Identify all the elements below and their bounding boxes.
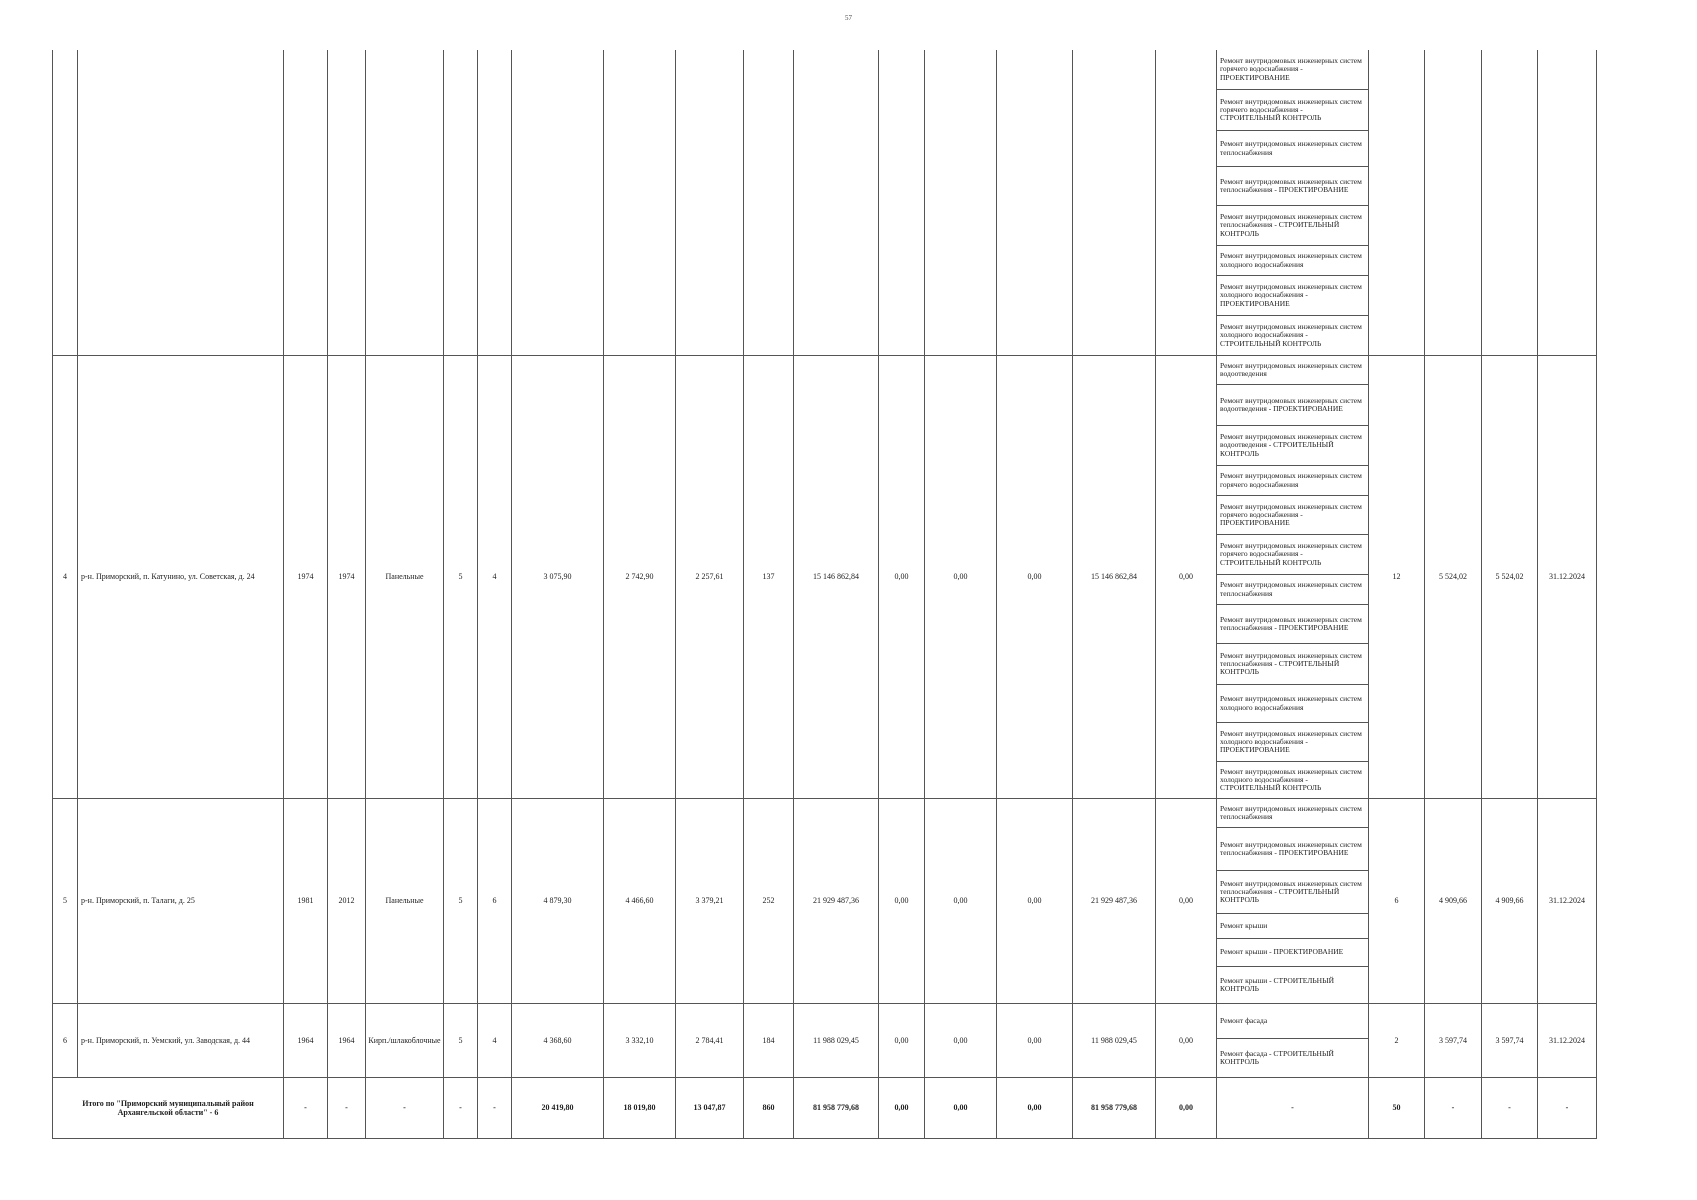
work-item: Ремонт фасада - СТРОИТЕЛЬНЫЙ КОНТРОЛЬ bbox=[1220, 1048, 1334, 1066]
cell-residents: 184 bbox=[744, 1004, 794, 1078]
row-number: 5 bbox=[53, 799, 78, 1004]
cell-cost-fund: 0,00 bbox=[879, 799, 925, 1004]
cell-area-living: 3 332,10 bbox=[604, 1004, 676, 1078]
cell-cost-owners: 21 929 487,36 bbox=[1073, 799, 1156, 1004]
cell-year-overhaul: 1974 bbox=[328, 356, 366, 799]
cell-cost-owners: 11 988 029,45 bbox=[1073, 1004, 1156, 1078]
unit-cost-limit: 5 524,02 bbox=[1482, 356, 1538, 799]
work-item: Ремонт внутридомовых инженерных систем горячего водоснабжения - СТРОИТЕЛЬНЫЙ КОНТРОЛЬ bbox=[1217, 535, 1368, 575]
work-item: Ремонт внутридомовых инженерных систем теплоснабжения - ПРОЕКТИРОВАНИЕ bbox=[1217, 605, 1368, 644]
cell-cost-total: 15 146 862,84 bbox=[794, 356, 879, 799]
cell-entrances: 4 bbox=[478, 356, 512, 799]
cell-entrances: 4 bbox=[478, 1004, 512, 1078]
unit-cost: 5 524,02 bbox=[1425, 356, 1482, 799]
cell-cost-total: 21 929 487,36 bbox=[794, 799, 879, 1004]
cell-area-res: 3 379,21 bbox=[676, 799, 744, 1004]
cell-area-res: 2 784,41 bbox=[676, 1004, 744, 1078]
works-list bbox=[1217, 1004, 1369, 1078]
cell-area-res: 2 257,61 bbox=[676, 356, 744, 799]
work-item: Ремонт внутридомовых инженерных систем теплоснабжения bbox=[1217, 131, 1368, 167]
cell-area-total: 3 075,90 bbox=[512, 356, 604, 799]
work-item: Ремонт внутридомовых инженерных систем водоотведения - ПРОЕКТИРОВАНИЕ bbox=[1217, 385, 1368, 426]
cell-wall: Панельные bbox=[366, 799, 444, 1004]
works-list bbox=[1217, 50, 1369, 356]
dash-cell: - bbox=[444, 1078, 478, 1139]
work-item: Ремонт внутридомовых инженерных систем теплоснабжения - СТРОИТЕЛЬНЫЙ КОНТРОЛЬ bbox=[1217, 644, 1368, 685]
row-number: 6 bbox=[53, 1004, 78, 1078]
cell-cost-total: 11 988 029,45 bbox=[794, 1004, 879, 1078]
cell-year-overhaul: 2012 bbox=[328, 799, 366, 1004]
dash-cell: - bbox=[328, 1078, 366, 1139]
cell-cost-local: 0,00 bbox=[997, 1004, 1073, 1078]
row-number: 4 bbox=[53, 356, 78, 799]
work-item: Ремонт внутридомовых инженерных систем теплоснабжения - ПРОЕКТИРОВАНИЕ bbox=[1217, 167, 1368, 206]
cell-residents: 252 bbox=[744, 799, 794, 1004]
house-row bbox=[53, 799, 1597, 1004]
cell-cost-other: 0,00 bbox=[1156, 799, 1217, 1004]
dash-cell: - bbox=[1217, 1078, 1369, 1139]
cell-residents: 137 bbox=[744, 356, 794, 799]
dash-cell: - bbox=[478, 1078, 512, 1139]
cell-entrances: 6 bbox=[478, 799, 512, 1004]
work-item: Ремонт внутридомовых инженерных систем холодного водоснабжения bbox=[1217, 685, 1368, 723]
work-item: Ремонт внутридомовых инженерных систем холодного водоснабжения - СТРОИТЕЛЬНЫЙ КОНТРОЛЬ bbox=[1220, 322, 1362, 348]
work-item: Ремонт внутридомовых инженерных систем холодного водоснабжения - ПРОЕКТИРОВАНИЕ bbox=[1217, 276, 1368, 316]
cell-cost-region: 0,00 bbox=[925, 799, 997, 1004]
house-address: р-н. Приморский, п. Талаги, д. 25 bbox=[78, 799, 284, 1004]
work-item: Ремонт внутридомовых инженерных систем водоотведения - СТРОИТЕЛЬНЫЙ КОНТРОЛЬ bbox=[1217, 426, 1368, 466]
work-item: Ремонт внутридомовых инженерных систем теплоснабжения bbox=[1217, 799, 1368, 828]
cell-floors: 5 bbox=[444, 356, 478, 799]
unit-cost: 3 597,74 bbox=[1425, 1004, 1482, 1078]
total-cost-local: 0,00 bbox=[997, 1078, 1073, 1139]
total-area-living: 18 019,80 bbox=[604, 1078, 676, 1139]
total-cost-owners: 81 958 779,68 bbox=[1073, 1078, 1156, 1139]
work-item: Ремонт крыши - ПРОЕКТИРОВАНИЕ bbox=[1217, 939, 1368, 967]
cell-cost-fund: 0,00 bbox=[879, 1004, 925, 1078]
work-item: Ремонт внутридомовых инженерных систем холодного водоснабжения - СТРОИТЕЛЬНЫЙ КОНТРОЛЬ bbox=[1220, 766, 1362, 793]
capital-repair-table bbox=[52, 50, 1597, 1139]
page-number: 57 bbox=[845, 14, 852, 22]
house-address: р-н. Приморский, п. Катунино, ул. Советская, д. 24 bbox=[78, 356, 284, 799]
cell-year-built: 1974 bbox=[284, 356, 328, 799]
work-item: Ремонт крыши bbox=[1217, 914, 1368, 939]
total-works-count: 50 bbox=[1369, 1078, 1425, 1139]
total-row bbox=[53, 1078, 1597, 1139]
deadline: 31.12.2024 bbox=[1538, 1004, 1597, 1078]
total-label: Итого по "Приморский муниципальный район Архангельской области" - 6 bbox=[53, 1078, 284, 1139]
house-row bbox=[53, 356, 1597, 799]
cell-wall: Кирп./шлакоблочные bbox=[366, 1004, 444, 1078]
cell-cost-local: 0,00 bbox=[997, 799, 1073, 1004]
cell-cost-other: 0,00 bbox=[1156, 1004, 1217, 1078]
total-cost-total: 81 958 779,68 bbox=[794, 1078, 879, 1139]
cell-area-living: 4 466,60 bbox=[604, 799, 676, 1004]
work-item: Ремонт внутридомовых инженерных систем теплоснабжения - СТРОИТЕЛЬНЫЙ КОНТРОЛЬ bbox=[1217, 871, 1368, 914]
work-item: Ремонт внутридомовых инженерных систем теплоснабжения bbox=[1217, 575, 1368, 605]
continuation-row bbox=[53, 50, 1597, 356]
cell-year-built: 1964 bbox=[284, 1004, 328, 1078]
works-list bbox=[1217, 356, 1369, 799]
cell-year-built: 1981 bbox=[284, 799, 328, 1004]
deadline: 31.12.2024 bbox=[1538, 799, 1597, 1004]
house-address: р-н. Приморский, п. Уемский, ул. Заводская, д. 44 bbox=[78, 1004, 284, 1078]
work-item: Ремонт фасада bbox=[1217, 1004, 1368, 1039]
unit-cost-limit: 4 909,66 bbox=[1482, 799, 1538, 1004]
work-item: Ремонт внутридомовых инженерных систем горячего водоснабжения - ПРОЕКТИРОВАНИЕ bbox=[1217, 50, 1368, 90]
works-count: 6 bbox=[1369, 799, 1425, 1004]
unit-cost: 4 909,66 bbox=[1425, 799, 1482, 1004]
cell-cost-local: 0,00 bbox=[997, 356, 1073, 799]
cell-area-total: 4 879,30 bbox=[512, 799, 604, 1004]
total-area-res: 13 047,87 bbox=[676, 1078, 744, 1139]
work-item: Ремонт внутридомовых инженерных систем холодного водоснабжения - ПРОЕКТИРОВАНИЕ bbox=[1217, 723, 1368, 762]
dash-cell: - bbox=[284, 1078, 328, 1139]
dash-cell: - bbox=[366, 1078, 444, 1139]
total-cost-fund: 0,00 bbox=[879, 1078, 925, 1139]
dash-cell: - bbox=[1482, 1078, 1538, 1139]
total-area-total: 20 419,80 bbox=[512, 1078, 604, 1139]
unit-cost-limit: 3 597,74 bbox=[1482, 1004, 1538, 1078]
cell-year-overhaul: 1964 bbox=[328, 1004, 366, 1078]
cell-cost-fund: 0,00 bbox=[879, 356, 925, 799]
dash-cell: - bbox=[1538, 1078, 1597, 1139]
cell-area-total: 4 368,60 bbox=[512, 1004, 604, 1078]
work-item: Ремонт внутридомовых инженерных систем теплоснабжения - СТРОИТЕЛЬНЫЙ КОНТРОЛЬ bbox=[1217, 206, 1368, 246]
house-row bbox=[53, 1004, 1597, 1078]
cell-cost-region: 0,00 bbox=[925, 356, 997, 799]
work-item: Ремонт внутридомовых инженерных систем холодного водоснабжения bbox=[1217, 246, 1368, 276]
cell-cost-region: 0,00 bbox=[925, 1004, 997, 1078]
cell-floors: 5 bbox=[444, 799, 478, 1004]
work-item: Ремонт крыши - СТРОИТЕЛЬНЫЙ КОНТРОЛЬ bbox=[1220, 975, 1335, 993]
cell-area-living: 2 742,90 bbox=[604, 356, 676, 799]
work-item: Ремонт внутридомовых инженерных систем горячего водоснабжения - ПРОЕКТИРОВАНИЕ bbox=[1217, 496, 1368, 535]
work-item: Ремонт внутридомовых инженерных систем горячего водоснабжения - СТРОИТЕЛЬНЫЙ КОНТРОЛЬ bbox=[1217, 90, 1368, 131]
cell-cost-owners: 15 146 862,84 bbox=[1073, 356, 1156, 799]
cell-wall: Панельные bbox=[366, 356, 444, 799]
works-count: 12 bbox=[1369, 356, 1425, 799]
work-item: Ремонт внутридомовых инженерных систем водоотведения bbox=[1217, 356, 1368, 385]
cell-floors: 5 bbox=[444, 1004, 478, 1078]
total-cost-other: 0,00 bbox=[1156, 1078, 1217, 1139]
work-item: Ремонт внутридомовых инженерных систем теплоснабжения - ПРОЕКТИРОВАНИЕ bbox=[1217, 828, 1368, 871]
works-list bbox=[1217, 799, 1369, 1004]
works-count: 2 bbox=[1369, 1004, 1425, 1078]
cell-cost-other: 0,00 bbox=[1156, 356, 1217, 799]
total-residents: 860 bbox=[744, 1078, 794, 1139]
total-cost-region: 0,00 bbox=[925, 1078, 997, 1139]
deadline: 31.12.2024 bbox=[1538, 356, 1597, 799]
dash-cell: - bbox=[1425, 1078, 1482, 1139]
work-item: Ремонт внутридомовых инженерных систем горячего водоснабжения bbox=[1217, 466, 1368, 496]
